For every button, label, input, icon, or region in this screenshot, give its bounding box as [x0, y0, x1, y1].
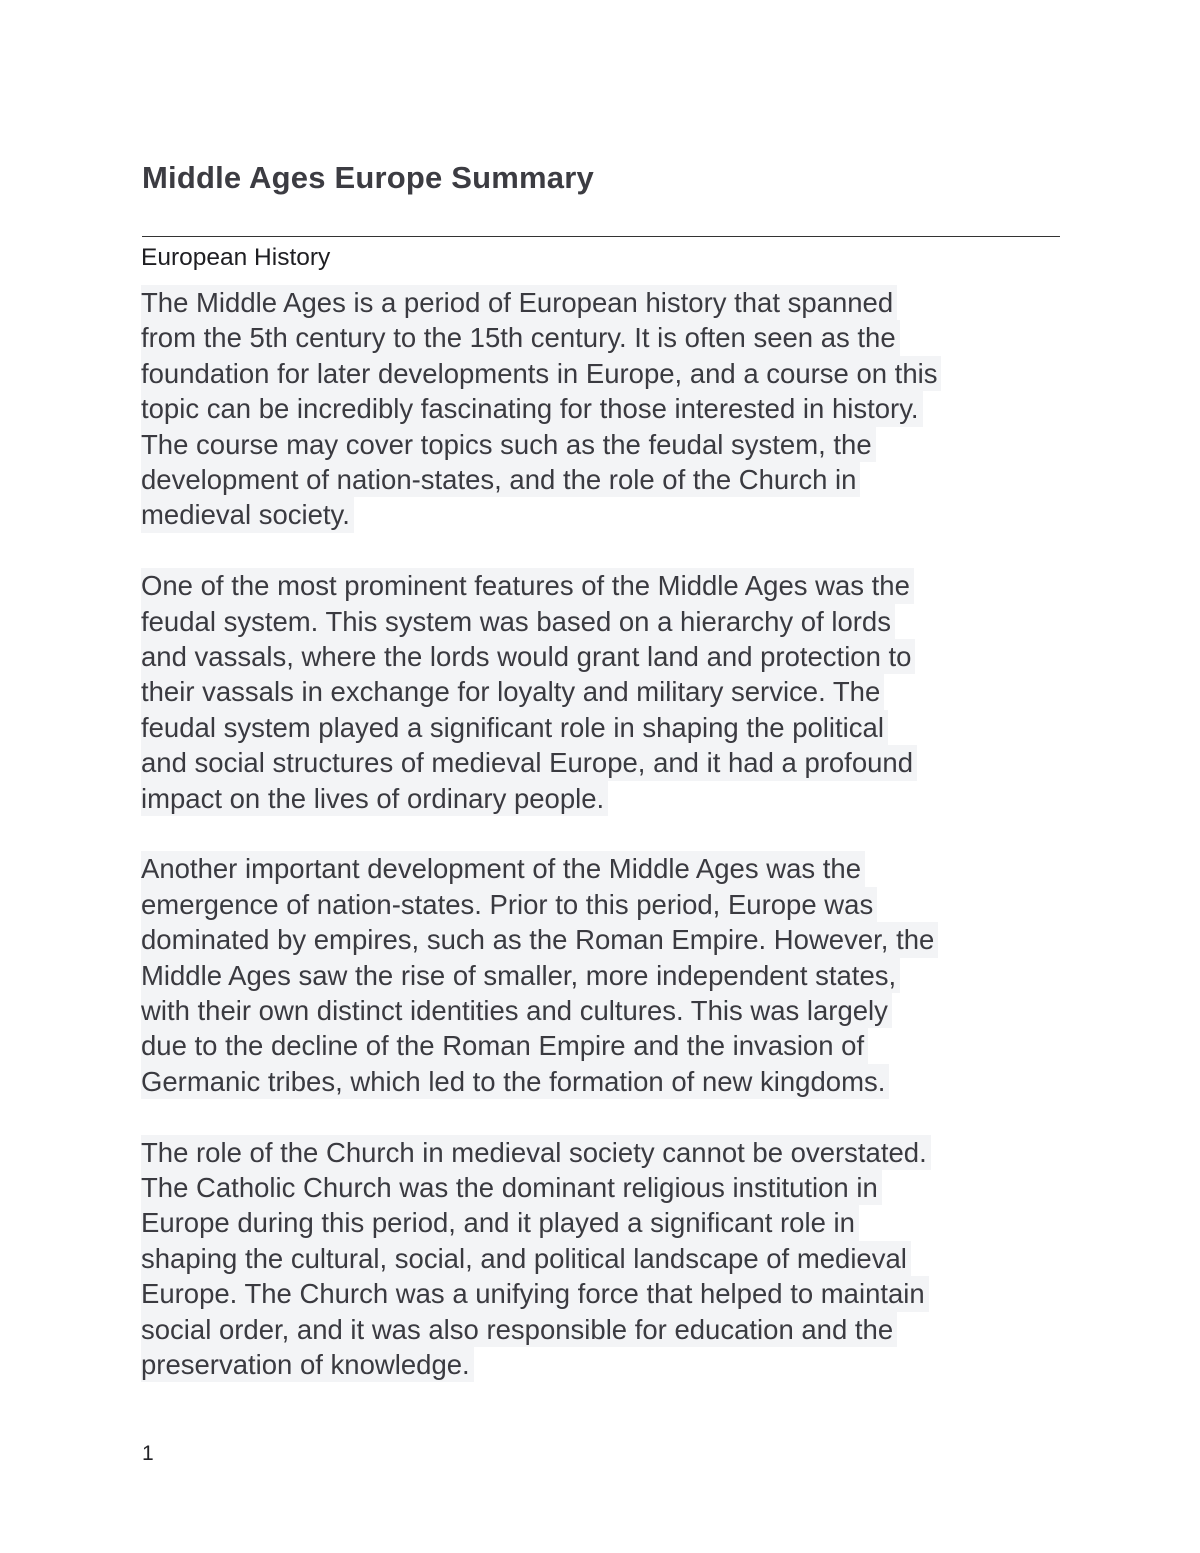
text-line: feudal system played a significant role in shaping the political: [141, 710, 1141, 745]
text-line: due to the decline of the Roman Empire and the invasion of: [141, 1028, 1141, 1063]
text-line: The Catholic Church was the dominant religious institution in: [141, 1170, 1141, 1205]
text-line: development of nation-states, and the role of the Church in: [141, 462, 1141, 497]
text-line: Germanic tribes, which led to the formation of new kingdoms.: [141, 1064, 1141, 1099]
text-line: with their own distinct identities and cultures. This was largely: [141, 993, 1141, 1028]
text-line: The course may cover topics such as the feudal system, the: [141, 427, 1141, 462]
text-line: Europe during this period, and it played a significant role in: [141, 1205, 1141, 1240]
text-line: their vassals in exchange for loyalty and military service. The: [141, 674, 1141, 709]
text-line: foundation for later developments in Europe, and a course on this: [141, 356, 1141, 391]
text-line: and vassals, where the lords would grant land and protection to: [141, 639, 1141, 674]
text-line: impact on the lives of ordinary people.: [141, 781, 1141, 816]
text-line: topic can be incredibly fascinating for those interested in history.: [141, 391, 1141, 426]
document-subtitle: European History: [141, 244, 331, 271]
text-line: The Middle Ages is a period of European history that spanned: [141, 285, 1141, 320]
text-line: social order, and it was also responsible for education and the: [141, 1312, 1141, 1347]
text-line: dominated by empires, such as the Roman Empire. However, the: [141, 922, 1141, 957]
text-line: Middle Ages saw the rise of smaller, more independent states,: [141, 958, 1141, 993]
document-title: Middle Ages Europe Summary: [142, 160, 594, 195]
text-line: One of the most prominent features of the Middle Ages was the: [141, 568, 1141, 603]
text-line: from the 5th century to the 15th century. It is often seen as the: [141, 320, 1141, 355]
text-line: Another important development of the Middle Ages was the: [141, 851, 1141, 886]
text-line: emergence of nation-states. Prior to this period, Europe was: [141, 887, 1141, 922]
text-line: and social structures of medieval Europe, and it had a profound: [141, 745, 1141, 780]
text-line: Europe. The Church was a unifying force that helped to maintain: [141, 1276, 1141, 1311]
text-line: shaping the cultural, social, and political landscape of medieval: [141, 1241, 1141, 1276]
paragraph-4: [141, 1135, 1141, 1383]
text-line: feudal system. This system was based on a hierarchy of lords: [141, 604, 1141, 639]
paragraph-1: [141, 285, 1141, 533]
text-line: preservation of knowledge.: [141, 1347, 1141, 1382]
paragraph-3: [141, 851, 1141, 1099]
document-body: [141, 285, 1141, 1418]
text-line: medieval society.: [141, 497, 1141, 532]
text-line: The role of the Church in medieval society cannot be overstated.: [141, 1135, 1141, 1170]
title-divider: [142, 236, 1060, 237]
page-number: 1: [142, 1442, 154, 1465]
paragraph-2: [141, 568, 1141, 816]
